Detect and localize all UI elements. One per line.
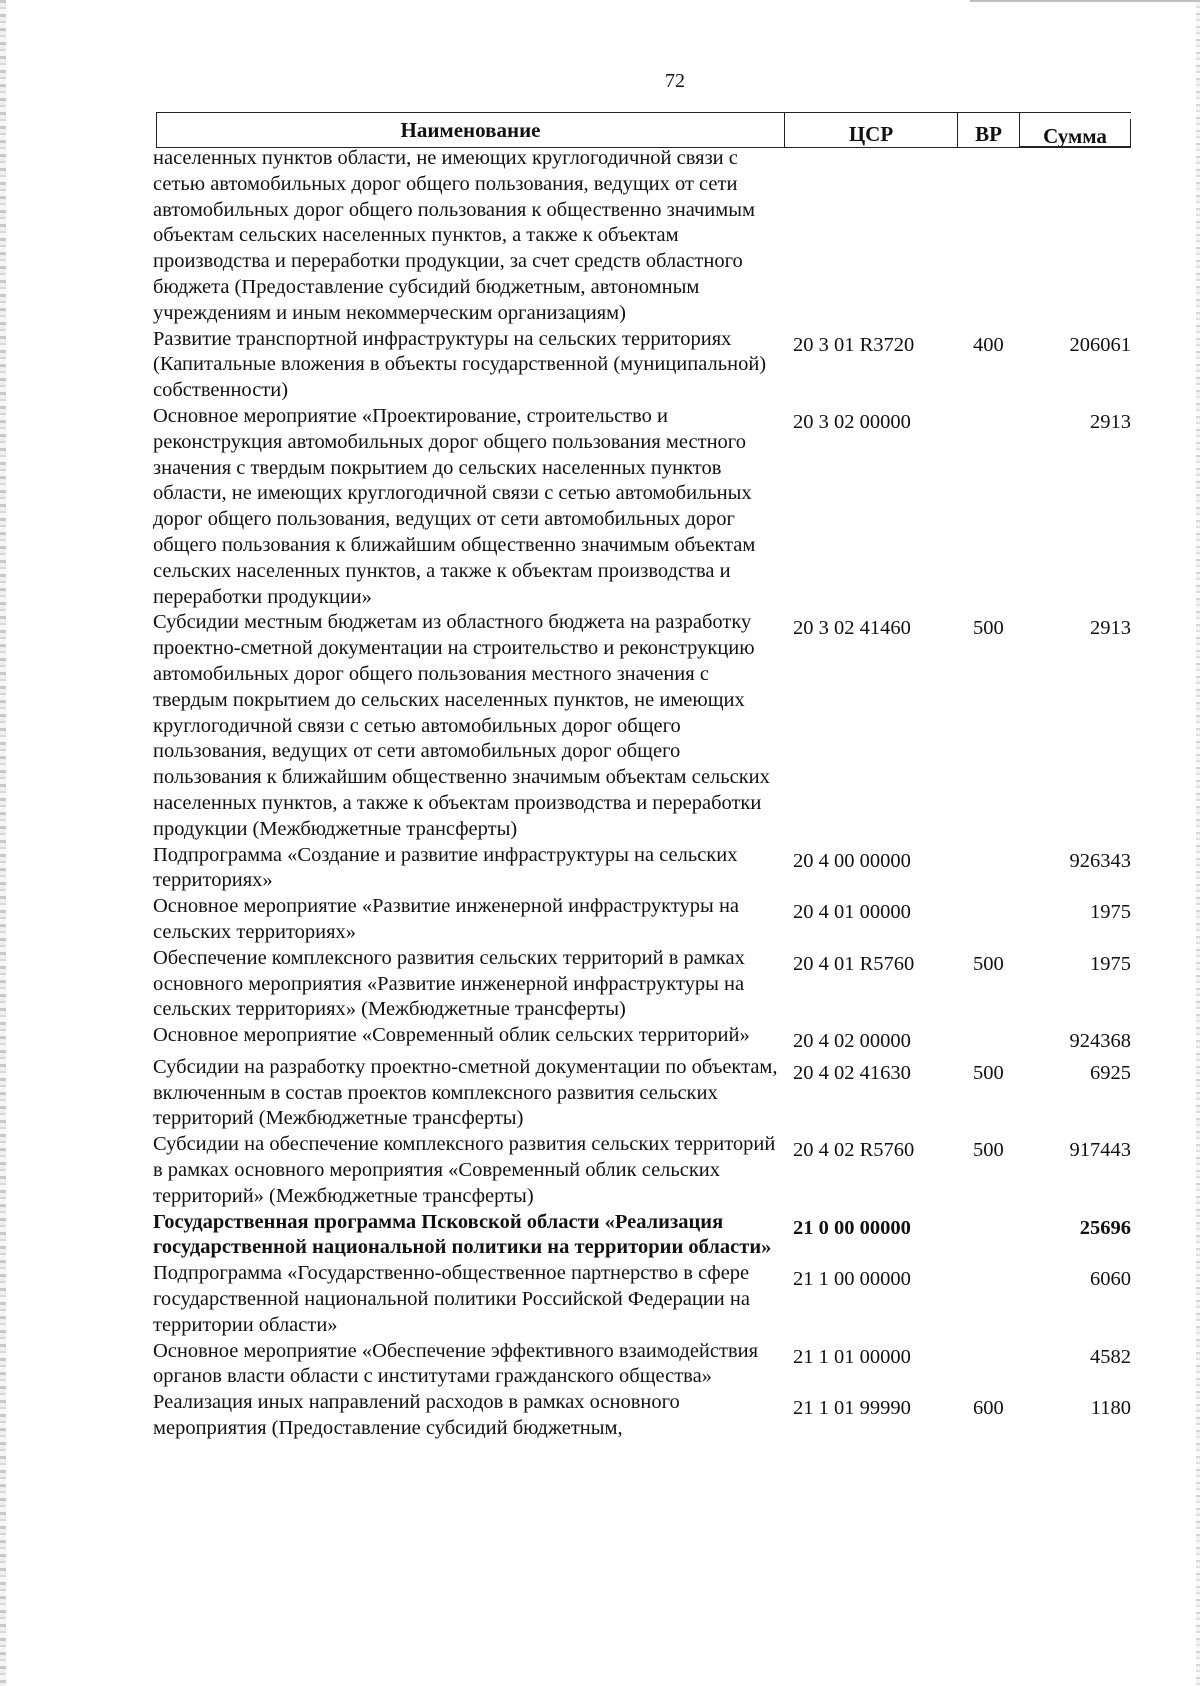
row-csr: 20 3 01 R3720 — [793, 333, 915, 356]
table-row — [153, 1339, 1133, 1391]
header-csr: ЦСР — [785, 113, 958, 147]
row-csr: 20 3 02 00000 — [793, 410, 911, 433]
table-row — [153, 1055, 1133, 1132]
row-sum: 1975 — [1090, 952, 1131, 975]
row-sum: 924368 — [1069, 1030, 1131, 1053]
row-sum: 1975 — [1090, 901, 1131, 924]
row-name: Субсидии на разработку проектно-сметной документации по объектам, включенным в состав проектов комплексного развития сельских территорий (Межбюджетные трансферты) — [153, 1055, 778, 1130]
row-csr — [783, 146, 963, 152]
header-vr: ВР — [958, 113, 1020, 147]
row-name: Развитие транспортной инфраструктуры на сельских территориях (Капитальные вложения в объекты государственной (муниципальной) собственности) — [153, 327, 767, 402]
table-row — [153, 1210, 1133, 1262]
table-row — [153, 404, 1133, 610]
row-vr: 400 — [973, 333, 1004, 356]
row-vr — [963, 894, 1018, 900]
table-row — [153, 894, 1133, 946]
table-row — [153, 843, 1133, 895]
row-sum: 2913 — [1090, 410, 1131, 433]
row-vr — [963, 1339, 1018, 1345]
row-name: Основное мероприятие «Современный облик сельских территорий» — [153, 1024, 750, 1047]
scan-corner-mark — [970, 0, 1200, 2]
header-name: Наименование — [157, 113, 785, 147]
table-row — [153, 327, 1133, 404]
row-sum: 206061 — [1069, 333, 1131, 356]
row-vr — [963, 404, 1018, 410]
row-name: Подпрограмма «Государственно-общественное партнерство в сфере государственной национальной политики Российской Федерации на территории области» — [153, 1262, 750, 1336]
row-sum: 1180 — [1090, 1397, 1131, 1420]
row-sum: 25696 — [1079, 1216, 1131, 1239]
table-row — [153, 1261, 1133, 1338]
row-name: Субсидии местным бюджетам из областного бюджета на разработку проектно-сметной документации на строительство и реконструкцию автомобильных дорог общего пользования местного значения с твердым покрытием до сельских населенных пунктов, не имеющих круглогодичной связи с сетью автомобильных дорог общего пользования, ведущих от сети автомобильных дорог общего пользования к ближайшим общественно значимым объектам сельских населенных пунктов, а также к объектам производства и переработки продукции (Межбюджетные трансферты) — [153, 611, 770, 840]
row-sum: 6925 — [1090, 1061, 1131, 1084]
row-name: Обеспечение комплексного развития сельских территорий в рамках основного мероприятия «Развитие инженерной инфраструктуры на сельских территориях» (Межбюджетные трансферты) — [153, 946, 745, 1021]
table-row — [153, 146, 1133, 327]
row-vr — [963, 843, 1018, 849]
table-header — [156, 112, 1131, 148]
row-vr: 500 — [973, 1061, 1004, 1084]
row-vr — [963, 1261, 1018, 1267]
row-name: Государственная программа Псковской области «Реализация государственной национальной политики на территории области» — [153, 1210, 772, 1259]
row-name: Субсидии на обеспечение комплексного развития сельских территорий в рамках основного мероприятия «Современный облик сельских территорий» (Межбюджетные трансферты) — [153, 1133, 776, 1207]
row-csr: 20 4 02 00000 — [793, 1030, 911, 1053]
row-name: Реализация иных направлений расходов в рамках основного мероприятия (Предоставление субсидий бюджетным, — [153, 1391, 680, 1440]
scan-edge-right — [1196, 0, 1200, 1686]
row-name: Основное мероприятие «Проектирование, строительство и реконструкция автомобильных дорог общего пользования местного значения с твердым покрытием до сельских населенных пунктов области, не имеющих круглогодичной связи с сетью автомобильных дорог общего пользования, ведущих от сети автомобильных дорог общего пользования к ближайшим общественно значимым объектам сельских населенных пунктов, а также к объектам производства и переработки продукции» — [153, 404, 756, 608]
row-vr — [963, 1023, 1018, 1029]
row-name: Основное мероприятие «Обеспечение эффективного взаимодействия органов власти области с институтами гражданского общества» — [153, 1339, 759, 1388]
row-sum: 2913 — [1090, 617, 1131, 640]
table-row — [153, 1023, 1133, 1055]
row-vr: 500 — [973, 952, 1004, 975]
table-row — [153, 1132, 1133, 1209]
row-vr — [963, 146, 1018, 152]
row-csr: 20 4 00 00000 — [793, 849, 911, 872]
row-sum: 4582 — [1090, 1345, 1131, 1368]
row-csr: 21 1 01 99990 — [793, 1397, 911, 1420]
row-csr: 21 1 01 00000 — [793, 1345, 911, 1368]
row-vr — [963, 1210, 1018, 1216]
row-csr: 20 4 02 41630 — [793, 1061, 911, 1084]
row-sum: 917443 — [1069, 1139, 1131, 1162]
table-row — [153, 610, 1133, 842]
table-body — [153, 146, 1133, 1442]
row-csr: 21 0 00 00000 — [793, 1216, 911, 1239]
row-csr: 20 4 02 R5760 — [793, 1139, 915, 1162]
table-row — [153, 1390, 1133, 1442]
table-row — [153, 946, 1133, 1023]
row-vr: 500 — [973, 617, 1004, 640]
row-csr: 20 3 02 41460 — [793, 617, 911, 640]
row-sum: 926343 — [1069, 849, 1131, 872]
row-csr: 20 4 01 00000 — [793, 901, 911, 924]
row-name: населенных пунктов области, не имеющих круглогодичной связи с сетью автомобильных дорог общего пользования, ведущих от сети автомобильных дорог общего пользования к общественно значимым объектам сельских населенных пунктов, а также к объектам производства и переработки продукции, за счет средств областного бюджета (Предоставление субсидий бюджетным, автономным учреждениям и иным некоммерческим организациям) — [153, 147, 755, 324]
row-name: Основное мероприятие «Развитие инженерной инфраструктуры на сельских территориях» — [153, 895, 740, 943]
row-sum — [1018, 146, 1131, 152]
row-name: Подпрограмма «Создание и развитие инфраструктуры на сельских территориях» — [153, 843, 738, 892]
scan-edge-left — [0, 0, 6, 1686]
row-csr: 20 4 01 R5760 — [793, 952, 915, 975]
header-sum: Сумма — [1020, 119, 1131, 147]
row-vr: 600 — [973, 1397, 1004, 1420]
row-csr: 21 1 00 00000 — [793, 1268, 911, 1291]
page-number: 72 — [665, 70, 685, 92]
row-sum: 6060 — [1090, 1268, 1131, 1291]
row-vr: 500 — [973, 1139, 1004, 1162]
